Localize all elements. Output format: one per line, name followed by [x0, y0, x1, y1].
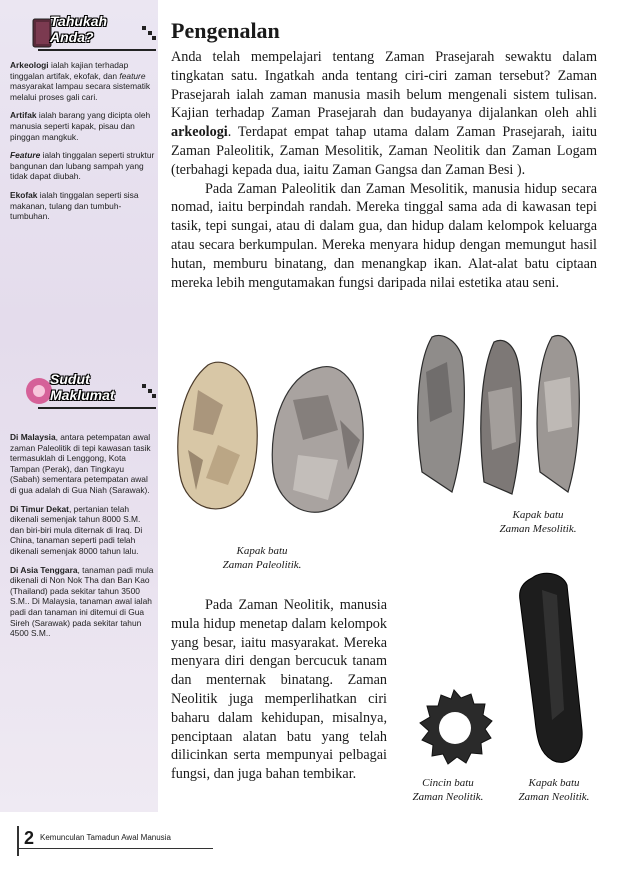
intro-paragraphs — [171, 48, 597, 292]
page-title: Pengenalan — [171, 18, 280, 43]
sudut-maklumat-box — [8, 372, 156, 647]
tahukah-title-line2: Anda? — [50, 29, 94, 45]
paragraph-3-container — [171, 596, 387, 784]
sudut-item: Di Timur Dekat, pertanian telah dikenali semenjak tahun 8000 S.M. dan biri-biri mula diternak di Iraq. Di China, tanaman seperti padi telah dikenali semenjak 8000 tahun lalu. — [10, 503, 143, 556]
paragraph-1: Anda telah mempelajari tentang Zaman Prasejarah sewaktu dalam tingkatan satu. Ingatkah anda tentang ciri-ciri zaman tersebut? Zaman Prasejarah ialah zaman manusia masih belum mengenali sistem tulisan. Kajian terhadap Zaman Prasejarah dan budayanya dijalankan oleh ahli arkeologi. Terdapat empat tahap utama dalam Zaman Prasejarah, iaitu Zaman Paleolitik, Zaman Mesolitik, Zaman Neolitik dan Zaman Logam (terbahagi kepada dua, iaitu Zaman Gangsa dan Zaman Besi ). — [171, 49, 597, 178]
caption-neolitik: Kapak batu Zaman Neolitik. — [518, 777, 590, 803]
corner-dots-icon — [142, 384, 156, 398]
tahukah-item: Feature ialah tinggalan seperti struktur bangunan dan lubang sampah yang tidak dapat diubah. — [10, 150, 155, 182]
tahukah-item: Artifak ialah barang yang dicipta oleh manusia seperti kapak, pisau dan pinggan mangkuk. — [10, 110, 151, 142]
tahukah-anda-box — [8, 14, 156, 230]
cincin-batu-image — [414, 688, 494, 768]
sudut-item: Di Malaysia, antara petempatan awal zaman Paleolitik di tepi kawasan tasik termasuklah di Lenggong, Kota Tampan (Perak), dan Tingkayu (Sabah) sementara petempatan awal di gua adalah di Gua Niah (Sarawak). — [10, 432, 151, 495]
mesolitik-axes-image — [412, 332, 587, 497]
corner-dots-icon — [142, 26, 156, 40]
sudut-item: Di Asia Tenggara, tanaman padi mula dikenali di Non Nok Tha dan Ban Kao (Thailand) pada sekitar tahun 3500 S.M.. Di Malaysia, tanaman awal ialah padi dan tanaman ini ditemui di Gua Sireh (Sarawak) pada sekitar tahun 4500 S.M.. — [10, 564, 154, 639]
caption-mesolitik: Kapak batu Zaman Mesolitik. — [499, 509, 577, 535]
sudut-maklumat-header — [8, 372, 156, 410]
sudut-title-line2: Maklumat — [50, 387, 115, 403]
paragraph-2: Pada Zaman Paleolitik dan Zaman Mesolitik, manusia hidup secara nomad, iaitu berpindah randah. Mereka tinggal sama ada di kawasan tepi tasik, tepi sungai, atau di dalam gua, dan hidup dalam kelompok keluarga atau secara berkumpulan. Mereka menyara hidup dengan memungut hasil hutan, memburu binatang, dan menangkap ikan. Alat-alat batu ciptaan mereka lebih mengutamakan fungsi daripada nilai estetika atau seni. — [171, 180, 597, 291]
tahukah-title-line1: Tahukah — [50, 13, 108, 29]
footer-text: Kemunculan Tamadun Awal Manusia — [40, 833, 171, 842]
header-rule — [38, 49, 156, 51]
page-number: 2 — [24, 828, 35, 848]
paleolitik-axes-image — [168, 360, 378, 525]
paragraph-3: Pada Zaman Neolitik, manusia mula hidup menetap dalam kelompok yang besar, iaitu masyarakat. Mereka menyara diri dengan bercucuk tanam dan menternak binatang. Zaman Neolitik juga memperlihatkan ciri baharu dalam kehidupan, misalnya, penciptaan alatan batu yang telah dilicinkan serta mempunyai pelbagai fungsi, dan juga bahan tembikar. — [171, 597, 387, 783]
header-rule — [38, 407, 156, 409]
sudut-title-line1: Sudut — [50, 371, 90, 387]
tahukah-anda-header — [8, 14, 156, 52]
caption-cincin: Cincin batu Zaman Neolitik. — [412, 777, 484, 803]
neolitik-axe-image — [502, 570, 592, 770]
tahukah-item: Ekofak ialah tinggalan seperti sisa makanan, tulang dan tumbuh-tumbuhan. — [10, 189, 139, 222]
footer-vertical-rule — [17, 826, 19, 856]
footer-rule — [17, 848, 213, 849]
page-footer — [0, 826, 220, 856]
caption-paleolitik: Kapak batu Zaman Paleolitik. — [222, 545, 302, 571]
tahukah-item: Arkeologi ialah kajian terhadap tinggalan artifak, ekofak, dan feature masyarakat lampau secara sistematik melalui proses gali cari. — [10, 60, 151, 102]
